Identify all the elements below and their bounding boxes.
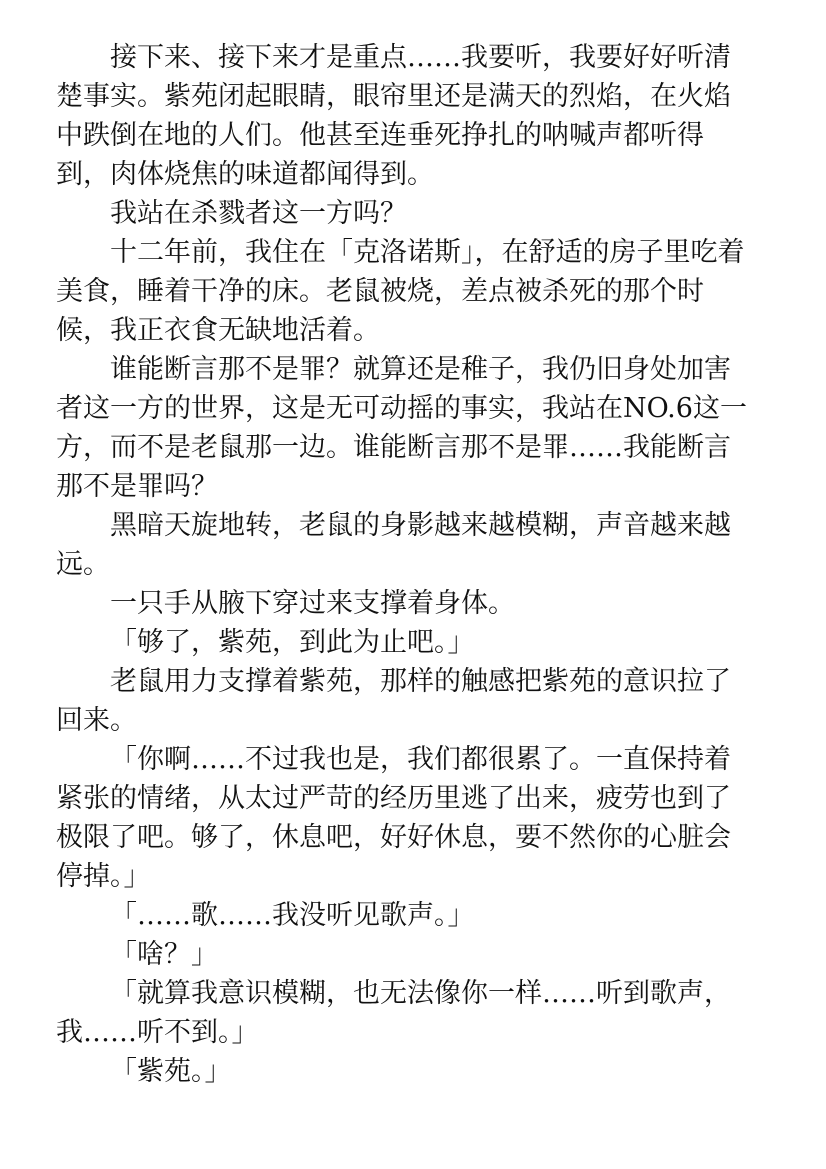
paragraph-5: 黑暗天旋地转，老鼠的身影越来越模糊，声音越来越远。 [56, 510, 731, 580]
paragraph-4: 谁能断言那不是罪？就算还是稚子，我仍旧身处加害者这一方的世界，这是无可动摇的事实，我站在NO.6这一方，而不是老鼠那一边。谁能断言那不是罪……我能断言那不是罪吗？ [56, 354, 747, 502]
paragraph-1: 接下来、接下来才是重点……我要听，我要好好听清楚事实。紫苑闭起眼睛，眼帘里还是满天的烈焰，在火焰中跌倒在地的人们。他甚至连垂死挣扎的呐喊声都听得到，肉体烧焦的味道都闻得到。 [56, 42, 731, 190]
paragraph-2: 我站在杀戮者这一方吗？ [110, 198, 407, 229]
paragraph-3: 十二年前，我住在「克洛诺斯」，在舒适的房子里吃着美食，睡着干净的床。老鼠被烧，差点被杀死的那个时候，我正衣食无缺地活着。 [56, 237, 745, 346]
paragraph-11: 「啥？」 [110, 939, 218, 970]
paragraph-9: 「你啊……不过我也是，我们都很累了。一直保持着紧张的情绪，从太过严苛的经历里逃了出来，疲劳也到了极限了吧。够了，休息吧，好好休息，要不然你的心脏会停掉。」 [56, 744, 731, 892]
paragraph-13: 「紫苑。」 [110, 1056, 232, 1087]
paragraph-6: 一只手从腋下穿过来支撑着身体。 [110, 588, 515, 619]
paragraph-10: 「……歌……我没听见歌声。」 [110, 900, 475, 931]
paragraph-12: 「就算我意识模糊，也无法像你一样……听到歌声，我……听不到。」 [56, 978, 731, 1048]
paragraph-8: 老鼠用力支撑着紫苑，那样的触感把紫苑的意识拉了回来。 [56, 666, 731, 736]
paragraph-7: 「够了，紫苑，到此为止吧。」 [110, 627, 475, 658]
body-text [56, 38, 750, 1091]
